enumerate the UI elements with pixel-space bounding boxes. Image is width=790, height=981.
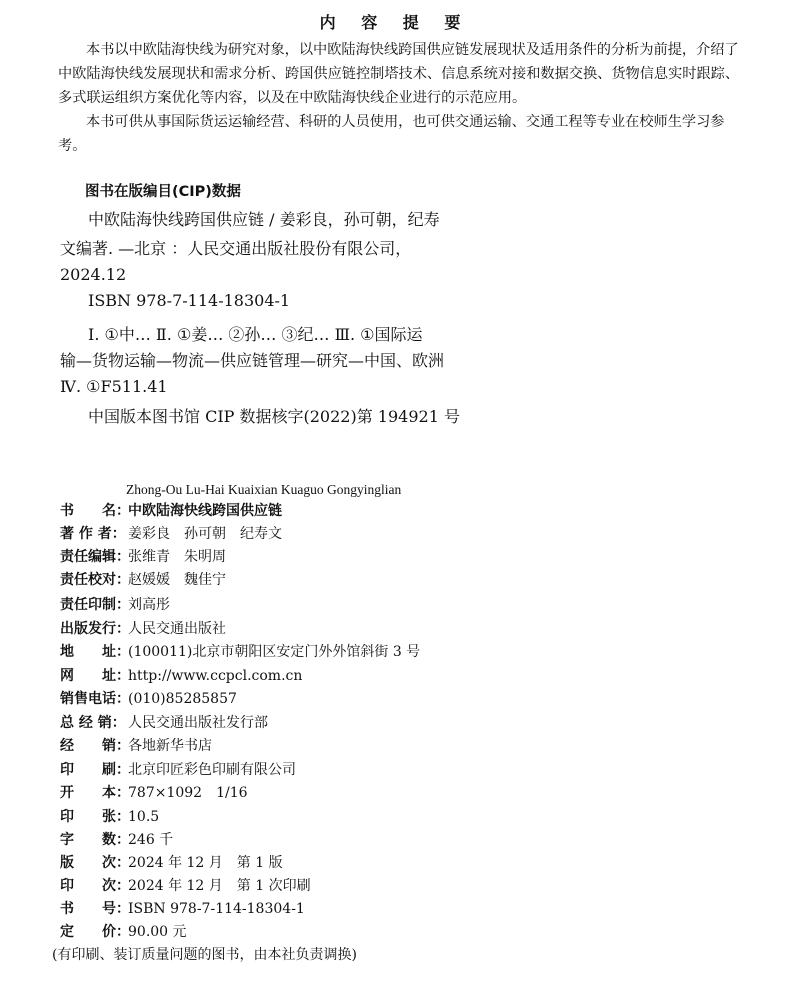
colophon-value: http://www.ccpcl.com.cn [128, 668, 303, 684]
colophon-label: 经 销： [60, 738, 130, 754]
colophon-label: 印 次： [60, 878, 130, 894]
cip-class-2: 输—货物运输—物流—供应链管理—研究—中国、欧洲 [60, 351, 445, 370]
colophon-value: (100011)北京市朝阳区安定门外外馆斜街 3 号 [128, 644, 421, 660]
colophon-label: 责任校对： [60, 572, 130, 588]
colophon-label: 网 址： [60, 668, 130, 684]
colophon-label: 印 张： [60, 809, 130, 825]
colophon-value: 2024 年 12 月 第 1 版 [128, 855, 283, 871]
colophon-label: 印 刷： [60, 762, 130, 778]
colophon-value: 各地新华书店 [128, 738, 212, 754]
colophon-row [60, 569, 226, 591]
cip-class-3: Ⅳ. ①F511.41 [60, 377, 168, 396]
colophon-row [60, 735, 212, 757]
colophon-label: 出版发行： [60, 621, 130, 637]
colophon-label: 书 名： [60, 503, 130, 519]
quality-note: (有印刷、装订质量问题的图书，由本社负责调换) [52, 947, 357, 963]
colophon-value: 中欧陆海快线跨国供应链 [128, 503, 282, 519]
colophon-row [60, 594, 170, 616]
colophon-label: 总 经 销： [60, 715, 126, 731]
cip-isbn: ISBN 978-7-114-18304-1 [88, 291, 291, 310]
colophon-row [60, 759, 296, 781]
colophon-value: ISBN 978-7-114-18304-1 [128, 901, 305, 917]
colophon-label: 责任编辑： [60, 549, 130, 565]
colophon-row [60, 875, 311, 897]
colophon-value: 246 千 [128, 832, 174, 848]
colophon-value: 姜彩良 孙可朝 纪寿文 [128, 526, 282, 542]
colophon-value: (010)85285857 [128, 691, 237, 707]
cip-record: 中国版本图书馆 CIP 数据核字(2022)第 194921 号 [88, 407, 460, 426]
colophon-row [60, 829, 173, 851]
colophon-row [60, 898, 305, 920]
colophon-row [60, 712, 268, 734]
colophon-row [60, 782, 248, 804]
colophon-label: 著 作 者： [60, 526, 126, 542]
cip-line-1: 中欧陆海快线跨国供应链 / 姜彩良，孙可朝，纪寿 [88, 210, 440, 229]
colophon-row [60, 806, 159, 828]
colophon-row [60, 500, 282, 522]
colophon-row [60, 852, 283, 874]
colophon-label: 开 本： [60, 785, 130, 801]
colophon-value: 10.5 [128, 809, 160, 825]
colophon-label: 定 价： [60, 924, 130, 940]
summary-paragraph-2-text: 本书可供从事国际货运运输经营、科研的人员使用，也可供交通运输、交通工程等专业在校师生学习参考。 [58, 114, 725, 154]
colophon-label: 销售电话： [60, 691, 130, 707]
colophon-value: 787×1092 1/16 [128, 785, 248, 801]
summary-paragraph-2 [58, 110, 748, 158]
colophon-row [60, 688, 237, 710]
colophon-value: 张维青 朱明周 [128, 549, 226, 565]
colophon-value: 北京印匠彩色印刷有限公司 [128, 762, 296, 778]
colophon-label: 书 号： [60, 901, 130, 917]
colophon-row [60, 618, 226, 640]
colophon-row [60, 641, 420, 663]
colophon-label: 地 址： [60, 644, 130, 660]
title-pinyin: Zhong-Ou Lu-Hai Kuaixian Kuaguo Gongyinglian [126, 482, 402, 497]
colophon-row [60, 921, 187, 943]
colophon-value: 人民交通出版社发行部 [128, 715, 268, 731]
colophon-row [60, 665, 302, 687]
colophon-label: 版 次： [60, 855, 130, 871]
summary-paragraph-1-text: 本书以中欧陆海快线为研究对象，以中欧陆海快线跨国供应链发展现状及适用条件的分析为前提，介绍了中欧陆海快线发展现状和需求分析、跨国供应链控制塔技术、信息系统对接和数据交换、货物信息实时跟踪、多式联运组织方案优化等内容，以及在中欧陆海快线企业进行的示范应用。 [58, 42, 740, 106]
colophon-label: 责任印制： [60, 597, 130, 613]
cip-line-3: 2024.12 [60, 265, 127, 284]
colophon-value: 刘高彤 [128, 597, 170, 613]
cip-line-2: 文编著. —北京 ：人民交通出版社股份有限公司， [60, 239, 412, 258]
summary-title: 内 容 提 要 [319, 13, 471, 32]
cip-heading: 图书在版编目(CIP)数据 [85, 184, 241, 200]
summary-paragraph-1 [58, 38, 748, 110]
colophon-value: 人民交通出版社 [128, 621, 226, 637]
colophon-row [60, 546, 226, 568]
colophon-value: 2024 年 12 月 第 1 次印刷 [128, 878, 311, 894]
colophon-row [60, 523, 282, 545]
colophon-value: 90.00 元 [128, 924, 187, 940]
colophon-value: 赵媛媛 魏佳宁 [128, 572, 226, 588]
colophon-label: 字 数： [60, 832, 130, 848]
cip-class-1: Ⅰ. ①中… Ⅱ. ①姜… ②孙… ③纪… Ⅲ. ①国际运 [88, 325, 423, 344]
